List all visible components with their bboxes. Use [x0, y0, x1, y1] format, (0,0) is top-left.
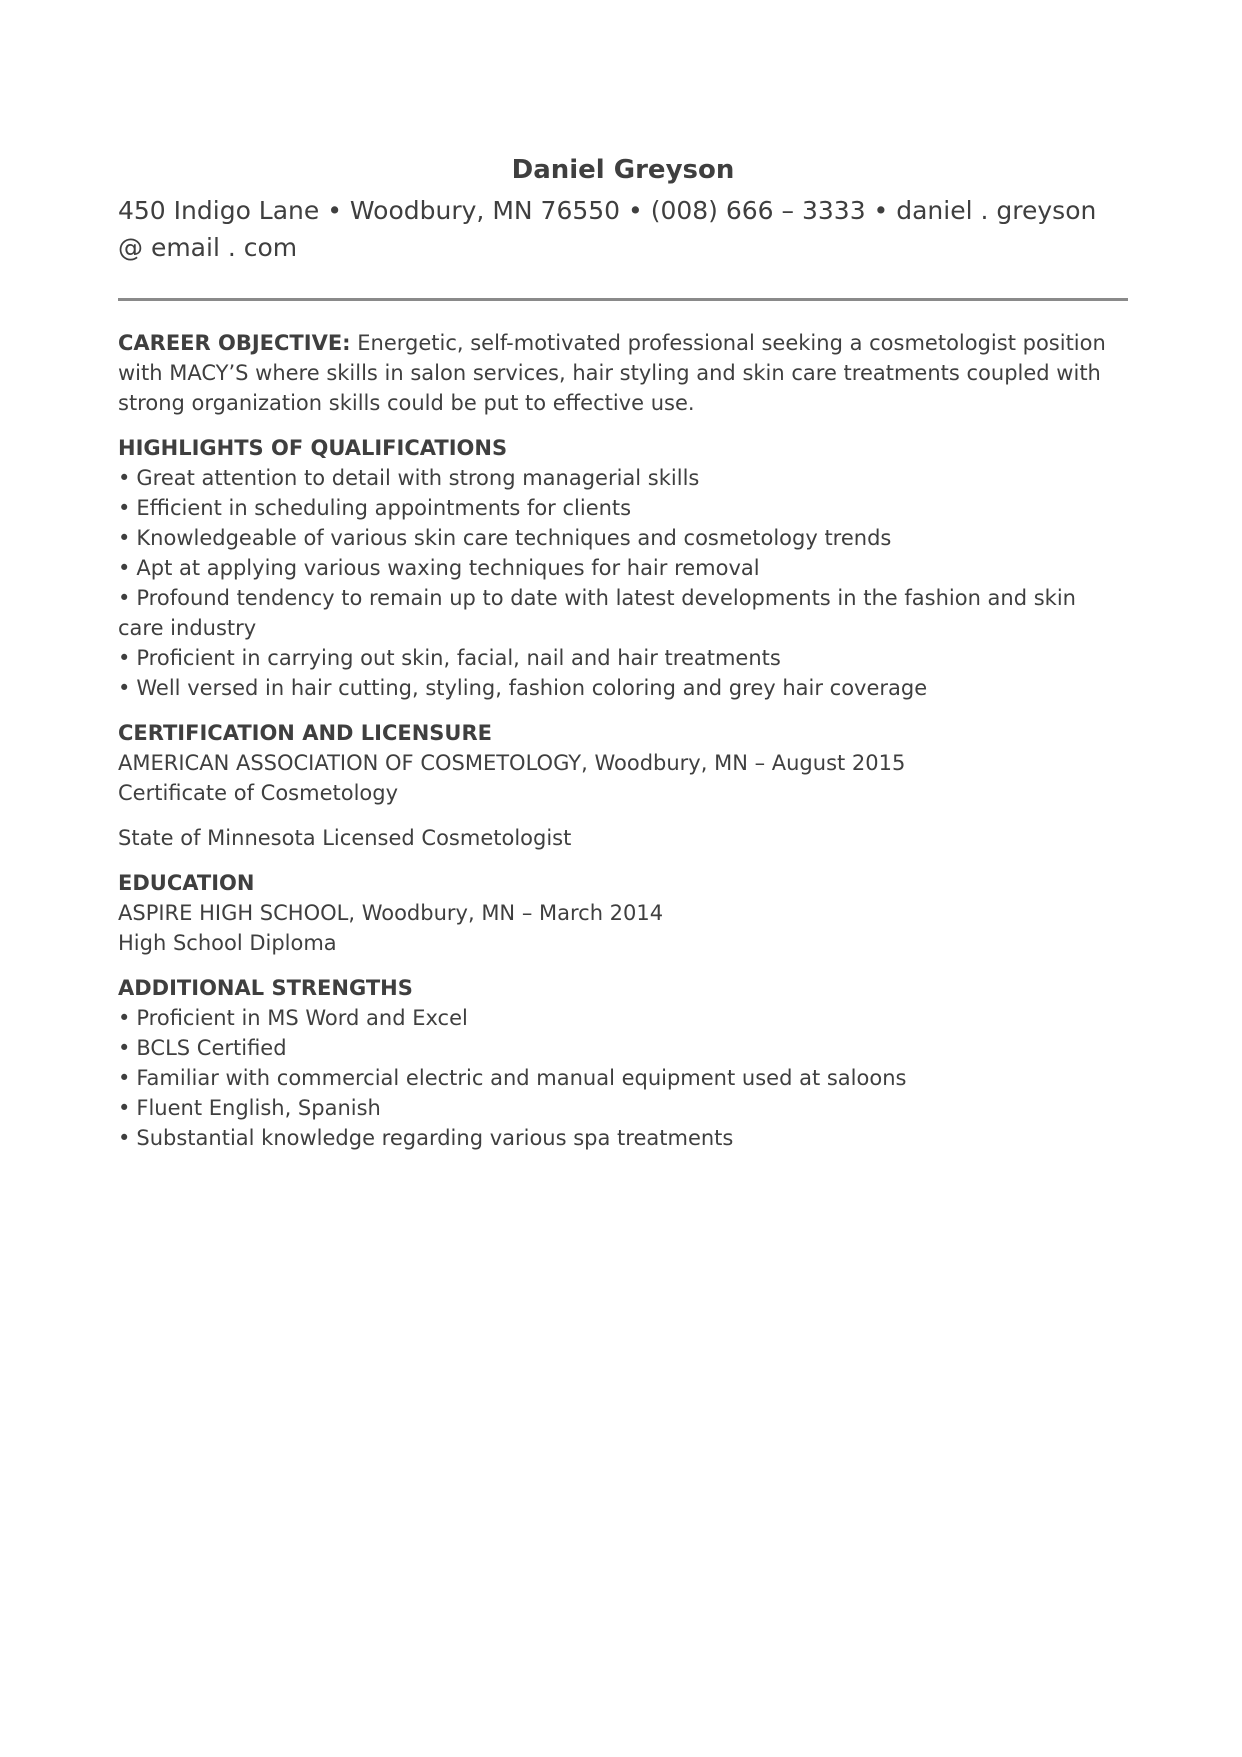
certification-entry-1-title: AMERICAN ASSOCIATION OF COSMETOLOGY, Woodbury, MN – August 2015: [118, 751, 906, 775]
bullet-icon: •: [118, 1126, 131, 1150]
additional-strengths-heading: ADDITIONAL STRENGTHS: [118, 976, 413, 1000]
list-item-text: Profound tendency to remain up to date with latest developments in the fashion and skin care industry: [118, 586, 1076, 640]
resume-page: [118, 150, 1128, 1168]
list-item: [118, 583, 1128, 643]
list-item: [118, 643, 1128, 673]
bullet-icon: •: [118, 526, 131, 550]
additional-strengths-section: [118, 973, 1128, 1153]
certification-entry-1-detail: Certificate of Cosmetology: [118, 781, 399, 805]
list-item-text: Fluent English, Spanish: [136, 1096, 381, 1120]
list-item: [118, 523, 1128, 553]
career-objective-label: CAREER OBJECTIVE:: [118, 331, 351, 355]
highlights-section: [118, 433, 1128, 703]
list-item: [118, 463, 1128, 493]
career-objective-section: [118, 328, 1128, 418]
list-item-text: Apt at applying various waxing techniques for hair removal: [136, 556, 760, 580]
list-item-text: Great attention to detail with strong managerial skills: [136, 466, 700, 490]
bullet-icon: •: [118, 556, 131, 580]
bullet-icon: •: [118, 496, 131, 520]
list-item: [118, 1093, 1128, 1123]
highlights-list: [118, 463, 1128, 703]
certification-entry-2-title: State of Minnesota Licensed Cosmetologist: [118, 826, 572, 850]
list-item-text: Proficient in carrying out skin, facial, nail and hair treatments: [136, 646, 781, 670]
list-item-text: Well versed in hair cutting, styling, fashion coloring and grey hair coverage: [136, 676, 928, 700]
list-item-text: Knowledgeable of various skin care techniques and cosmetology trends: [136, 526, 892, 550]
bullet-icon: •: [118, 1096, 131, 1120]
bullet-icon: •: [118, 1006, 131, 1030]
certification-heading: CERTIFICATION AND LICENSURE: [118, 721, 492, 745]
list-item-text: Efficient in scheduling appointments for clients: [136, 496, 632, 520]
bullet-icon: •: [118, 646, 131, 670]
list-item-text: Proficient in MS Word and Excel: [136, 1006, 468, 1030]
list-item: [118, 1003, 1128, 1033]
list-item-text: BCLS Certified: [136, 1036, 287, 1060]
list-item: [118, 673, 1128, 703]
bullet-icon: •: [118, 466, 131, 490]
bullet-icon: •: [118, 1066, 131, 1090]
list-item-text: Familiar with commercial electric and manual equipment used at saloons: [136, 1066, 907, 1090]
certification-section: [118, 718, 1128, 853]
list-item: [118, 553, 1128, 583]
bullet-icon: •: [118, 1036, 131, 1060]
list-item: [118, 1033, 1128, 1063]
list-item: [118, 1123, 1128, 1153]
list-item-text: Substantial knowledge regarding various spa treatments: [136, 1126, 734, 1150]
contact-line: 450 Indigo Lane • Woodbury, MN 76550 • (008) 666 – 3333 • daniel . greyson @ email . com: [118, 196, 1097, 262]
education-heading: EDUCATION: [118, 871, 255, 895]
highlights-heading: HIGHLIGHTS OF QUALIFICATIONS: [118, 436, 508, 460]
resume-name: Daniel Greyson: [511, 155, 735, 185]
career-objective-text: Energetic, self-motivated professional seeking a cosmetologist position with MACY’S where skills in salon services, hair styling and skin care treatments coupled with strong organization skills could be put to effective use.: [118, 331, 1106, 415]
education-degree: High School Diploma: [118, 931, 337, 955]
spacer: [118, 808, 1128, 823]
education-school: ASPIRE HIGH SCHOOL, Woodbury, MN – March 2014: [118, 901, 664, 925]
education-section: [118, 868, 1128, 958]
career-objective-paragraph: [118, 328, 1128, 418]
bullet-icon: •: [118, 676, 131, 700]
list-item: [118, 493, 1128, 523]
bullet-icon: •: [118, 586, 131, 610]
additional-strengths-list: [118, 1003, 1128, 1153]
list-item: [118, 1063, 1128, 1093]
header-divider: [118, 298, 1128, 301]
